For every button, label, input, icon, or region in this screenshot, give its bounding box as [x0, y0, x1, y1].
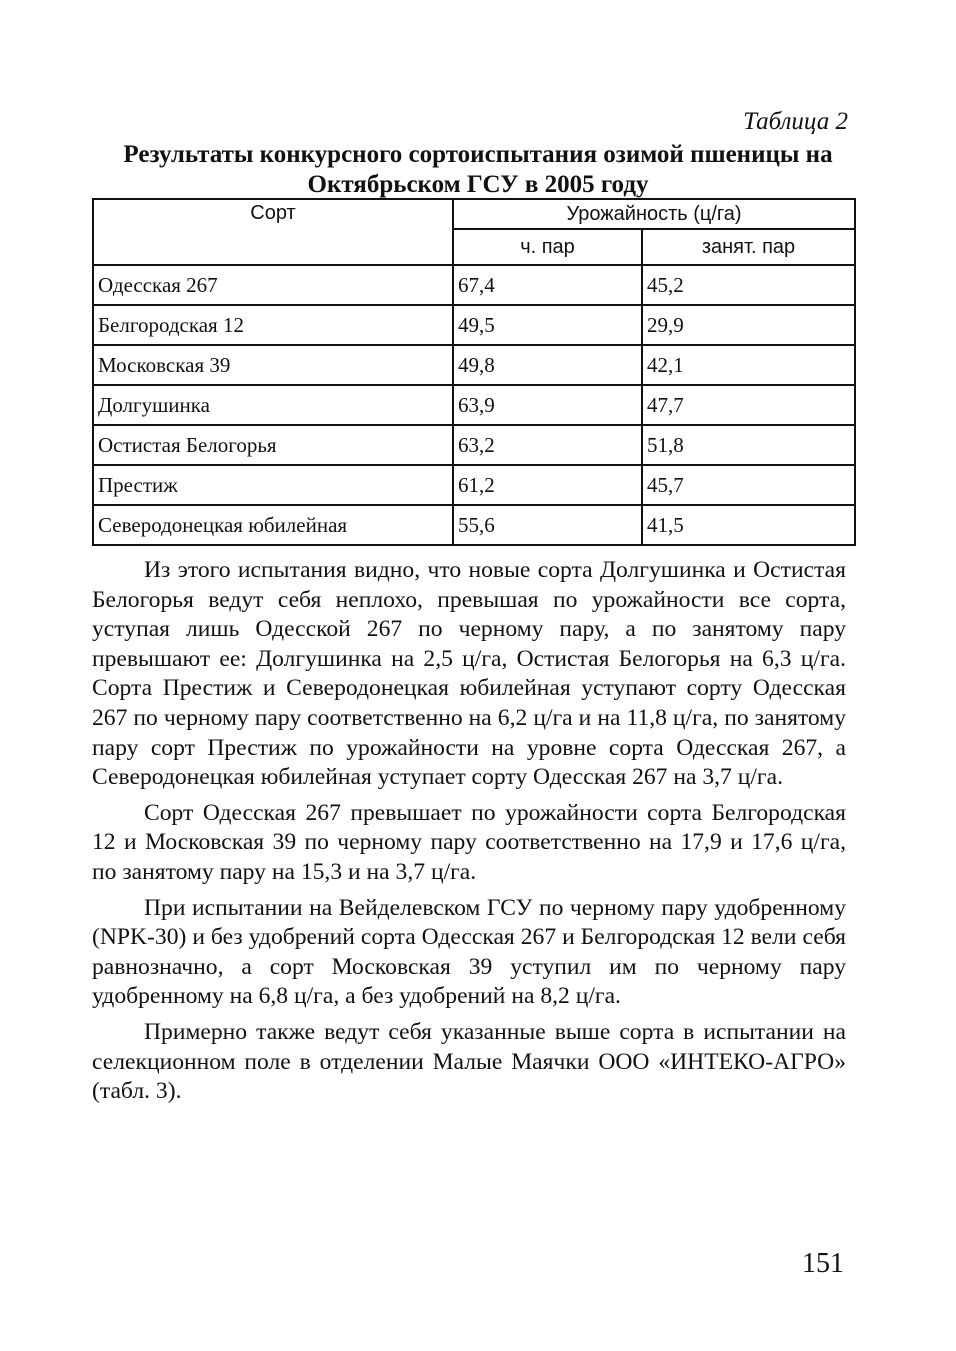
header-occupied-fallow: занят. пар	[642, 229, 855, 265]
results-table	[92, 198, 856, 546]
body-text	[92, 556, 846, 1113]
table-row	[93, 345, 855, 385]
cell-black-fallow: 49,8	[453, 345, 642, 385]
paragraph: При испытании на Вейделевском ГСУ по черному пару удобренному (NPK-30) и без удобрений сорта Одесская 267 и Белгородская 12 вели себя равнозначно, а сорт Московская 39 уступил им по черному пару удобренному на 6,8 ц/га, а без удобрений на 8,2 ц/га.	[92, 894, 846, 1010]
cell-occupied-fallow: 42,1	[642, 345, 855, 385]
cell-occupied-fallow: 45,2	[642, 265, 855, 305]
table-caption-number: Таблица 2	[743, 108, 848, 135]
table-header-row	[93, 199, 855, 229]
cell-variety: Долгушинка	[93, 385, 453, 425]
cell-occupied-fallow: 45,7	[642, 465, 855, 505]
cell-variety: Одесская 267	[93, 265, 453, 305]
cell-variety: Остистая Белогорья	[93, 425, 453, 465]
cell-occupied-fallow: 51,8	[642, 425, 855, 465]
header-yield: Урожайность (ц/га)	[453, 199, 855, 229]
cell-variety: Престиж	[93, 465, 453, 505]
table-title-line-1: Результаты конкурсного сортоиспытания озимой пшеницы на	[123, 141, 833, 168]
cell-black-fallow: 67,4	[453, 265, 642, 305]
header-variety: Сорт	[93, 199, 453, 265]
cell-black-fallow: 63,2	[453, 425, 642, 465]
table-row	[93, 425, 855, 465]
paragraph: Сорт Одесская 267 превышает по урожайности сорта Белгородская 12 и Московская 39 по черному пару соответственно на 17,9 и 17,6 ц/га, по занятому пару на 15,3 и на 3,7 ц/га.	[92, 799, 846, 885]
cell-black-fallow: 55,6	[453, 505, 642, 545]
header-black-fallow: ч. пар	[453, 229, 642, 265]
table-row	[93, 465, 855, 505]
cell-variety: Московская 39	[93, 345, 453, 385]
cell-black-fallow: 61,2	[453, 465, 642, 505]
cell-occupied-fallow: 41,5	[642, 505, 855, 545]
paragraph: Из этого испытания видно, что новые сорта Долгушинка и Остистая Белогорья ведут себя неплохо, превышая по урожайности все сорта, уступая лишь Одесской 267 по черному пару, а по занятому пару превышают ее: Долгушинка на 2,5 ц/га, Остистая Белогорья на 6,3 ц/га. Сорта Престиж и Северодонецкая юбилейная уступают сорту Одесская 267 по черному пару соответственно на 6,2 ц/га и на 11,8 ц/га, по занятому пару сорт Престиж по урожайности на уровне сорта Одесская 267, а Северодонецкая юбилейная уступает сорту Одесская 267 на 3,7 ц/га.	[92, 557, 846, 791]
cell-variety: Северодонецкая юбилейная	[93, 505, 453, 545]
table-row	[93, 305, 855, 345]
table-row	[93, 385, 855, 425]
cell-occupied-fallow: 29,9	[642, 305, 855, 345]
page-number: 151	[802, 1248, 844, 1279]
table-title	[60, 140, 896, 200]
paragraph: Примерно также ведут себя указанные выше сорта в испытании на селекционном поле в отделении Малые Маячки ООО «ИНТЕКО-АГРО» (табл. 3).	[92, 1018, 846, 1105]
table-title-line-2: Октябрьском ГСУ в 2005 году	[307, 171, 649, 198]
cell-black-fallow: 63,9	[453, 385, 642, 425]
cell-black-fallow: 49,5	[453, 305, 642, 345]
table-row	[93, 505, 855, 545]
cell-variety: Белгородская 12	[93, 305, 453, 345]
table-row	[93, 265, 855, 305]
cell-occupied-fallow: 47,7	[642, 385, 855, 425]
